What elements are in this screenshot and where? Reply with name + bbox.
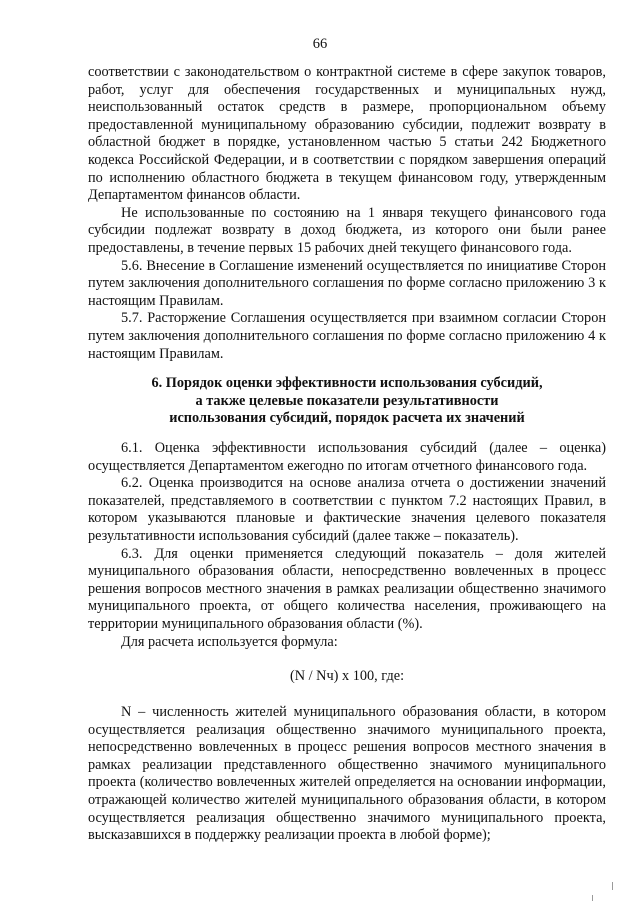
section-heading-line: использования субсидий, порядок расчета их значений: [169, 410, 525, 427]
paragraph-continuation: соответствии с законодательством о контрактной системе в сфере закупок товаров, работ, услуг для обеспечения государственных и муниципальных нужд, неиспользованный остаток средств в размере, пропорциональном объему предоставленной муниципальному образованию субсидии, подлежит возврату в областной бюджет в порядке, установленном частью 5 статьи 242 Бюджетного кодекса Российской Федерации, и в соответствии с порядком завершения операций по исполнению областного бюджета в текущем финансовом году, утвержденным Департаментом финансов области.: [88, 64, 606, 204]
paragraph-6-3: 6.3. Для оценки применяется следующий показатель – доля жителей муниципального образования области, непосредственно вовлеченных в процесс решения вопросов местного значения в рамках реализации общественно значимого муниципального проекта, от общего количества населения, проживающего на территории муниципального образования области (%).: [88, 545, 606, 632]
section-heading-line: 6. Порядок оценки эффективности использования субсидий,: [151, 375, 543, 391]
section-heading-line: а также целевые показатели результативности: [195, 392, 499, 409]
scan-edge-mark: [592, 895, 593, 901]
paragraph-formula-intro: Для расчета используется формула:: [121, 633, 338, 650]
paragraph-6-1: 6.1. Оценка эффективности использования субсидий (далее – оценка) осуществляется Департаментом ежегодно по итогам отчетного финансового года.: [88, 440, 606, 474]
scan-edge-mark: [612, 882, 613, 890]
formula: (N / Nч) x 100, где:: [289, 668, 405, 684]
paragraph-n-definition: N – численность жителей муниципального образования области, в котором осуществляется реализация общественно значимого муниципального проекта, непосредственно вовлеченных в процесс решения вопросов местного значения в рамках реализации представленного общественно значимого муниципального проекта (количество вовлеченных жителей определяется на основании информации, отражающей количество жителей муниципального образования области, в котором осуществляется реализация общественно значимого муниципального проекта, высказавшихся в поддержку реализации проекта в любой форме);: [88, 704, 606, 844]
section-heading: [88, 375, 606, 428]
paragraph-6-2: 6.2. Оценка производится на основе анализа отчета о достижении значений показателей, представляемого в соответствии с пунктом 7.2 настоящих Правил, в котором указываются плановые и фактические значения целевого показателя результативности использования субсидий (далее также – показатель).: [88, 475, 606, 544]
paragraph-unused-subsidies: Не использованные по состоянию на 1 января текущего финансового года субсидии подлежат возврату в доход бюджета, из которого они были ранее предоставлены, в течение первых 15 рабочих дней текущего финансового года.: [88, 204, 606, 256]
paragraph-5-7: 5.7. Расторжение Соглашения осуществляется при взаимном согласии Сторон путем заключения дополнительного соглашения по форме согласно приложению 4 к настоящим Правилам.: [88, 310, 606, 362]
paragraph-5-6: 5.6. Внесение в Соглашение изменений осуществляется по инициативе Сторон путем заключения дополнительного соглашения по форме согласно приложению 3 к настоящим Правилам.: [88, 257, 606, 309]
middle-text-block: [88, 440, 606, 651]
page-number: 66: [312, 36, 328, 52]
top-text-block: [88, 64, 606, 363]
bottom-text-block: [88, 704, 606, 845]
